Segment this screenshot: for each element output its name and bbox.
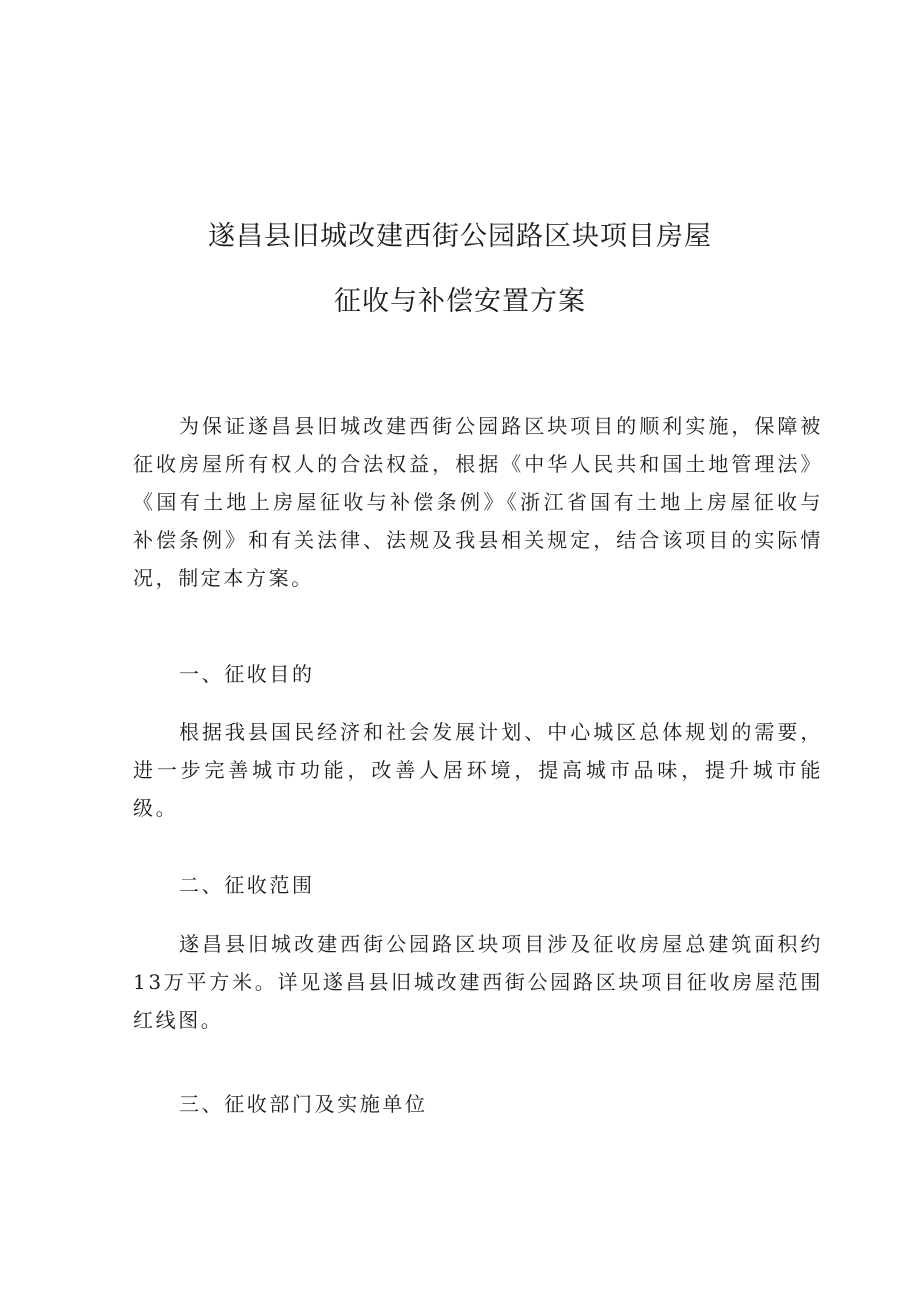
document-title-line-1: 遂昌县旧城改建西街公园路区块项目房屋	[208, 221, 712, 252]
section-3-heading: 三、征收部门及实施单位	[179, 1092, 428, 1116]
section-2-body: 遂昌县旧城改建西街公园路区块项目涉及征收房屋总建筑面积约13万平方米。详见遂昌县旧城改建西街公园路区块项目征收房屋范围红线图。	[133, 932, 823, 1032]
section-1-body: 根据我县国民经济和社会发展计划、中心城区总体规划的需要，进一步完善城市功能，改善人居环境，提高城市品味，提升城市能级。	[133, 720, 823, 820]
section-2-heading: 二、征收范围	[179, 873, 315, 897]
intro-paragraph: 为保证遂昌县旧城改建西街公园路区块项目的顺利实施，保障被征收房屋所有权人的合法权益，根据《中华人民共和国土地管理法》《国有土地上房屋征收与补偿条例》《浙江省国有土地上房屋征收与补偿条例》和有关法律、法规及我县相关规定，结合该项目的实际情况，制定本方案。	[133, 414, 823, 590]
section-1-heading: 一、征收目的	[179, 662, 315, 686]
document-title-line-2: 征收与补偿安置方案	[334, 286, 586, 317]
